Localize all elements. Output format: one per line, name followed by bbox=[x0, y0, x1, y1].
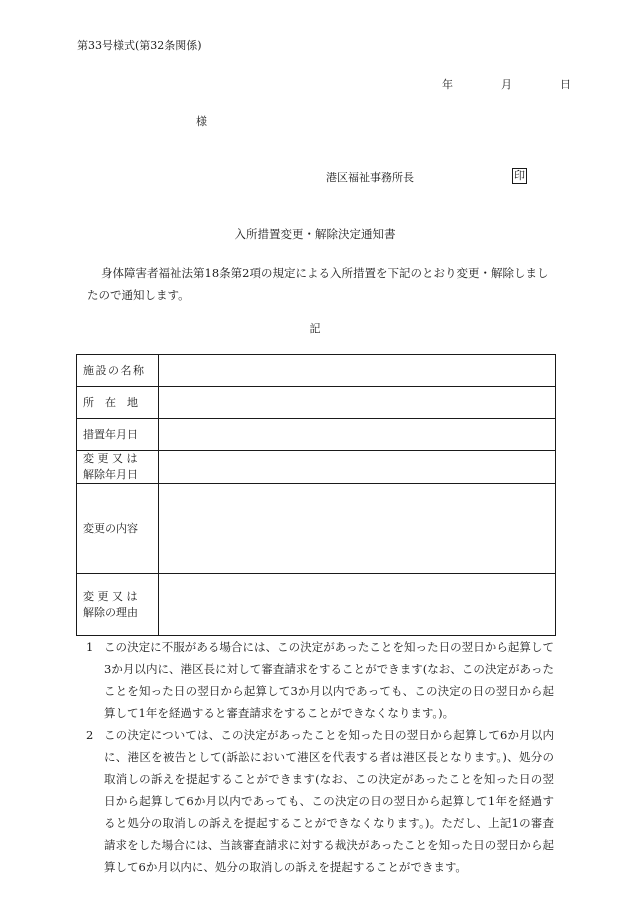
note-number: 1 bbox=[86, 640, 94, 654]
date-month: 月 bbox=[501, 78, 512, 91]
value-change-date bbox=[159, 451, 556, 484]
label-facility-name: 施設の名称 bbox=[77, 355, 159, 387]
ki-heading: 記 bbox=[309, 322, 321, 335]
addressee-suffix: 様 bbox=[196, 115, 207, 128]
note-item bbox=[80, 724, 554, 878]
note-text: この決定については、この決定があったことを知った日の翌日から起算して6か月以内に、港区を被告として(訴訟において港区を代表する者は港区長となります。)、処分の取消しの訴えを提起することができます(なお、この決定があったことを知った日の翌日から起算して6か月以内であっても、この決定の日の翌日から起算して1年を経過すると処分の取消しの訴えを提起することができなくなります。)。ただし、上記1の審査請求をした場合には、当該審査請求に対する裁決があったことを知った日の翌日から起算して6か月以内に、処分の取消しの訴えを提起することができます。 bbox=[104, 728, 554, 874]
notes-section bbox=[80, 636, 554, 878]
document-title: 入所措置変更・解除決定通知書 bbox=[234, 227, 396, 241]
label-location: 所 在 地 bbox=[77, 387, 159, 419]
table-row bbox=[77, 484, 556, 574]
label-change-date bbox=[77, 451, 159, 484]
value-placement-date bbox=[159, 419, 556, 451]
table-row bbox=[77, 387, 556, 419]
value-change-reason bbox=[159, 574, 556, 636]
label-line: 変 更 又 は bbox=[83, 452, 138, 465]
label-change-reason bbox=[77, 574, 159, 636]
date-year: 年 bbox=[442, 78, 453, 91]
note-text: この決定に不服がある場合には、この決定があったことを知った日の翌日から起算して3か月以内に、港区長に対して審査請求をすることができます(なお、この決定があったことを知った日の翌日から起算して3か月以内であっても、この決定の日の翌日から起算して1年を経過すると審査請求をすることができなくなります。)。 bbox=[104, 640, 554, 720]
table-row bbox=[77, 451, 556, 484]
issuer-name: 港区福祉事務所長 bbox=[326, 171, 414, 184]
note-number: 2 bbox=[86, 728, 94, 742]
date-line bbox=[442, 76, 571, 92]
label-line: 解除年月日 bbox=[83, 468, 138, 481]
form-number: 第33号様式(第32条関係) bbox=[77, 39, 202, 52]
table-row bbox=[77, 419, 556, 451]
value-location bbox=[159, 387, 556, 419]
note-item bbox=[80, 636, 554, 724]
body-paragraph: 身体障害者福祉法第18条第2項の規定による入所措置を下記のとおり変更・解除しましたので通知します。 bbox=[87, 266, 549, 302]
value-change-content bbox=[159, 484, 556, 574]
details-table bbox=[76, 354, 556, 636]
seal-mark: 印 bbox=[514, 169, 525, 182]
label-line: 変 更 又 は bbox=[83, 589, 138, 603]
label-change-content: 変更の内容 bbox=[77, 484, 159, 574]
label-placement-date: 措置年月日 bbox=[77, 419, 159, 451]
date-day: 日 bbox=[560, 78, 571, 91]
label-line: 解除の理由 bbox=[83, 605, 138, 619]
table-row bbox=[77, 355, 556, 387]
value-facility-name bbox=[159, 355, 556, 387]
table-row bbox=[77, 574, 556, 636]
